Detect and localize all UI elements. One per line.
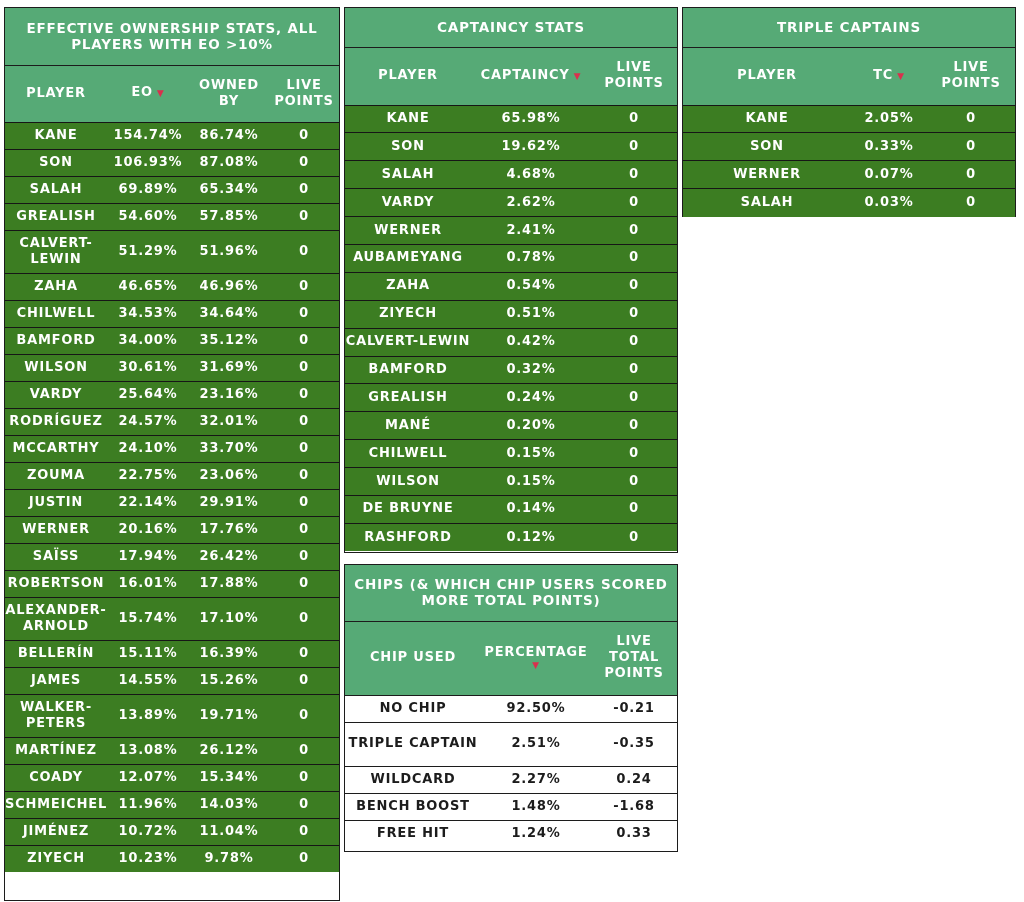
- eo-cell: 34.00%: [107, 327, 189, 354]
- table-row: [5, 176, 339, 203]
- player-cell: WERNER: [683, 161, 851, 189]
- live-points-cell: 0: [591, 161, 677, 189]
- owned-by-cell: 65.34%: [189, 176, 269, 203]
- table-row: [5, 694, 339, 737]
- table-row: [5, 203, 339, 230]
- table-row: [345, 695, 677, 722]
- chip-cell: BENCH BOOST: [345, 793, 481, 820]
- player-cell: SAÏSS: [5, 543, 107, 570]
- player-cell: BAMFORD: [5, 327, 107, 354]
- live-total-points-cell: -0.21: [591, 695, 677, 722]
- percentage-cell: 2.27%: [481, 766, 591, 793]
- eo-col-live-points[interactable]: LIVE POINTS: [269, 66, 339, 122]
- triple-panel: [682, 7, 1016, 217]
- live-points-cell: 0: [591, 105, 677, 133]
- owned-by-cell: 51.96%: [189, 230, 269, 273]
- owned-by-cell: 11.04%: [189, 818, 269, 845]
- table-row: [345, 468, 677, 496]
- percentage-cell: 1.48%: [481, 793, 591, 820]
- sort-down-icon: ▼: [532, 661, 540, 672]
- eo-cell: 15.74%: [107, 597, 189, 640]
- table-row: [683, 161, 1015, 189]
- player-cell: ZAHA: [345, 272, 471, 300]
- player-cell: ROBERTSON: [5, 570, 107, 597]
- owned-by-cell: 19.71%: [189, 694, 269, 737]
- live-points-cell: 0: [269, 543, 339, 570]
- captaincy-rows: [345, 105, 677, 551]
- eo-cell: 106.93%: [107, 149, 189, 176]
- live-total-points-cell: -0.35: [591, 722, 677, 766]
- eo-title: EFFECTIVE OWNERSHIP STATS, ALL PLAYERS WITH EO >10%: [5, 8, 339, 66]
- table-row: [345, 328, 677, 356]
- eo-cell: 13.89%: [107, 694, 189, 737]
- chips-col-percentage-label: PERCENTAGE: [484, 645, 588, 661]
- table-row: [345, 523, 677, 551]
- live-points-cell: 0: [269, 818, 339, 845]
- live-points-cell: 0: [269, 764, 339, 791]
- chip-cell: FREE HIT: [345, 820, 481, 847]
- captaincy-cell: 0.32%: [471, 356, 591, 384]
- table-row: [5, 230, 339, 273]
- live-points-cell: 0: [927, 105, 1015, 133]
- player-cell: CHILWELL: [5, 300, 107, 327]
- eo-cell: 51.29%: [107, 230, 189, 273]
- cap-col-live-points[interactable]: LIVE POINTS: [591, 48, 677, 105]
- live-points-cell: 0: [591, 440, 677, 468]
- table-row: [5, 516, 339, 543]
- player-cell: CHILWELL: [345, 440, 471, 468]
- eo-cell: 24.10%: [107, 435, 189, 462]
- owned-by-cell: 26.12%: [189, 737, 269, 764]
- table-row: [345, 189, 677, 217]
- owned-by-cell: 15.34%: [189, 764, 269, 791]
- table-row: [5, 381, 339, 408]
- live-points-cell: 0: [269, 462, 339, 489]
- captaincy-cell: 0.12%: [471, 523, 591, 551]
- owned-by-cell: 86.74%: [189, 122, 269, 149]
- live-points-cell: 0: [591, 189, 677, 217]
- owned-by-cell: 14.03%: [189, 791, 269, 818]
- table-row: [5, 597, 339, 640]
- table-row: [5, 737, 339, 764]
- owned-by-cell: 34.64%: [189, 300, 269, 327]
- eo-rows: [5, 122, 339, 872]
- table-row: [345, 722, 677, 766]
- player-cell: BELLERÍN: [5, 640, 107, 667]
- table-row: [5, 845, 339, 872]
- percentage-cell: 92.50%: [481, 695, 591, 722]
- live-points-cell: 0: [269, 408, 339, 435]
- eo-cell: 25.64%: [107, 381, 189, 408]
- eo-cell: 16.01%: [107, 570, 189, 597]
- owned-by-cell: 15.26%: [189, 667, 269, 694]
- table-row: [5, 489, 339, 516]
- captaincy-cell: 0.15%: [471, 468, 591, 496]
- player-cell: SON: [345, 133, 471, 161]
- player-cell: SON: [5, 149, 107, 176]
- eo-cell: 12.07%: [107, 764, 189, 791]
- live-points-cell: 0: [591, 523, 677, 551]
- percentage-cell: 1.24%: [481, 820, 591, 847]
- table-row: [5, 273, 339, 300]
- live-points-cell: 0: [269, 273, 339, 300]
- eo-col-eo-label: EO: [131, 85, 153, 101]
- eo-panel: [4, 7, 340, 901]
- captaincy-table: [345, 48, 677, 551]
- player-cell: WALKER-PETERS: [5, 694, 107, 737]
- eo-cell: 14.55%: [107, 667, 189, 694]
- captaincy-cell: 0.42%: [471, 328, 591, 356]
- table-row: [5, 327, 339, 354]
- triple-rows: [683, 105, 1015, 217]
- tc-cell: 2.05%: [851, 105, 927, 133]
- tc-col-live-points[interactable]: LIVE POINTS: [927, 48, 1015, 105]
- eo-cell: 15.11%: [107, 640, 189, 667]
- table-row: [345, 495, 677, 523]
- tc-cell: 0.07%: [851, 161, 927, 189]
- live-points-cell: 0: [927, 189, 1015, 217]
- live-points-cell: 0: [269, 300, 339, 327]
- chips-col-percentage[interactable]: [481, 622, 591, 695]
- owned-by-cell: 87.08%: [189, 149, 269, 176]
- eo-cell: 30.61%: [107, 354, 189, 381]
- owned-by-cell: 46.96%: [189, 273, 269, 300]
- eo-cell: 34.53%: [107, 300, 189, 327]
- table-row: [345, 766, 677, 793]
- captaincy-cell: 0.20%: [471, 412, 591, 440]
- sort-down-icon: ▼: [573, 71, 582, 82]
- player-cell: GREALISH: [5, 203, 107, 230]
- player-cell: SCHMEICHEL: [5, 791, 107, 818]
- live-points-cell: 0: [269, 597, 339, 640]
- eo-cell: 22.75%: [107, 462, 189, 489]
- table-row: [345, 384, 677, 412]
- eo-col-owned-by[interactable]: OWNED BY: [189, 66, 269, 122]
- table-row: [345, 133, 677, 161]
- captaincy-title: CAPTAINCY STATS: [345, 8, 677, 48]
- player-cell: RASHFORD: [345, 523, 471, 551]
- live-points-cell: 0: [269, 327, 339, 354]
- player-cell: ZIYECH: [5, 845, 107, 872]
- owned-by-cell: 17.76%: [189, 516, 269, 543]
- table-row: [5, 122, 339, 149]
- table-row: [345, 820, 677, 847]
- chips-title: CHIPS (& WHICH CHIP USERS SCORED MORE TOTAL POINTS): [345, 565, 677, 622]
- tc-col-tc[interactable]: [851, 48, 927, 105]
- cap-col-player[interactable]: PLAYER: [345, 48, 471, 105]
- captaincy-cell: 0.78%: [471, 244, 591, 272]
- live-points-cell: 0: [269, 791, 339, 818]
- owned-by-cell: 9.78%: [189, 845, 269, 872]
- eo-cell: 20.16%: [107, 516, 189, 543]
- table-row: [683, 105, 1015, 133]
- chips-rows: [345, 695, 677, 847]
- player-cell: KANE: [345, 105, 471, 133]
- live-points-cell: 0: [269, 149, 339, 176]
- live-total-points-cell: -1.68: [591, 793, 677, 820]
- eo-cell: 24.57%: [107, 408, 189, 435]
- live-points-cell: 0: [591, 217, 677, 245]
- captaincy-cell: 0.15%: [471, 440, 591, 468]
- captaincy-cell: 0.14%: [471, 495, 591, 523]
- eo-cell: 13.08%: [107, 737, 189, 764]
- eo-cell: 17.94%: [107, 543, 189, 570]
- captaincy-panel: [344, 7, 678, 553]
- table-row: [345, 272, 677, 300]
- table-row: [345, 244, 677, 272]
- table-row: [5, 543, 339, 570]
- table-row: [5, 570, 339, 597]
- owned-by-cell: 16.39%: [189, 640, 269, 667]
- chip-cell: NO CHIP: [345, 695, 481, 722]
- table-row: [5, 300, 339, 327]
- live-points-cell: 0: [927, 161, 1015, 189]
- table-row: [683, 133, 1015, 161]
- eo-cell: 11.96%: [107, 791, 189, 818]
- live-points-cell: 0: [591, 412, 677, 440]
- live-points-cell: 0: [591, 384, 677, 412]
- chips-col-chip[interactable]: CHIP USED: [345, 622, 481, 695]
- captaincy-cell: 2.62%: [471, 189, 591, 217]
- player-cell: ALEXANDER-ARNOLD: [5, 597, 107, 640]
- player-cell: ZAHA: [5, 273, 107, 300]
- player-cell: JUSTIN: [5, 489, 107, 516]
- table-row: [5, 764, 339, 791]
- live-points-cell: 0: [591, 356, 677, 384]
- live-points-cell: 0: [269, 354, 339, 381]
- cap-col-captaincy-label: CAPTAINCY: [480, 67, 570, 83]
- captaincy-cell: 19.62%: [471, 133, 591, 161]
- chips-col-live-total[interactable]: LIVE TOTAL POINTS: [591, 622, 677, 695]
- owned-by-cell: 35.12%: [189, 327, 269, 354]
- table-row: [345, 793, 677, 820]
- captaincy-cell: 2.41%: [471, 217, 591, 245]
- player-cell: ZOUMA: [5, 462, 107, 489]
- tc-cell: 0.03%: [851, 189, 927, 217]
- table-row: [5, 408, 339, 435]
- table-row: [345, 356, 677, 384]
- sort-down-icon: ▼: [897, 71, 905, 82]
- player-cell: KANE: [5, 122, 107, 149]
- player-cell: WILSON: [345, 468, 471, 496]
- eo-cell: 46.65%: [107, 273, 189, 300]
- eo-cell: 54.60%: [107, 203, 189, 230]
- live-points-cell: 0: [269, 381, 339, 408]
- table-row: [5, 149, 339, 176]
- captaincy-cell: 0.24%: [471, 384, 591, 412]
- player-cell: DE BRUYNE: [345, 495, 471, 523]
- player-cell: VARDY: [5, 381, 107, 408]
- live-points-cell: 0: [269, 845, 339, 872]
- player-cell: WERNER: [345, 217, 471, 245]
- player-cell: SALAH: [345, 161, 471, 189]
- live-points-cell: 0: [269, 176, 339, 203]
- live-points-cell: 0: [591, 468, 677, 496]
- triple-title: TRIPLE CAPTAINS: [683, 8, 1015, 48]
- owned-by-cell: 57.85%: [189, 203, 269, 230]
- live-points-cell: 0: [269, 122, 339, 149]
- player-cell: GREALISH: [345, 384, 471, 412]
- owned-by-cell: 17.10%: [189, 597, 269, 640]
- player-cell: WERNER: [5, 516, 107, 543]
- player-cell: WILSON: [5, 354, 107, 381]
- captaincy-cell: 4.68%: [471, 161, 591, 189]
- table-row: [5, 667, 339, 694]
- eo-cell: 10.72%: [107, 818, 189, 845]
- table-row: [5, 818, 339, 845]
- live-points-cell: 0: [591, 133, 677, 161]
- eo-col-player[interactable]: PLAYER: [5, 66, 107, 122]
- captaincy-cell: 0.54%: [471, 272, 591, 300]
- live-points-cell: 0: [269, 435, 339, 462]
- player-cell: JAMES: [5, 667, 107, 694]
- owned-by-cell: 17.88%: [189, 570, 269, 597]
- owned-by-cell: 23.16%: [189, 381, 269, 408]
- player-cell: AUBAMEYANG: [345, 244, 471, 272]
- table-row: [5, 462, 339, 489]
- tc-cell: 0.33%: [851, 133, 927, 161]
- live-points-cell: 0: [591, 328, 677, 356]
- player-cell: ZIYECH: [345, 300, 471, 328]
- live-points-cell: 0: [269, 737, 339, 764]
- eo-cell: 22.14%: [107, 489, 189, 516]
- table-row: [683, 189, 1015, 217]
- player-cell: CALVERT-LEWIN: [345, 328, 471, 356]
- table-row: [5, 435, 339, 462]
- live-points-cell: 0: [591, 495, 677, 523]
- player-cell: MARTÍNEZ: [5, 737, 107, 764]
- live-points-cell: 0: [269, 489, 339, 516]
- player-cell: CALVERT-LEWIN: [5, 230, 107, 273]
- player-cell: RODRÍGUEZ: [5, 408, 107, 435]
- table-row: [5, 354, 339, 381]
- percentage-cell: 2.51%: [481, 722, 591, 766]
- owned-by-cell: 33.70%: [189, 435, 269, 462]
- table-row: [5, 791, 339, 818]
- player-cell: MCCARTHY: [5, 435, 107, 462]
- live-points-cell: 0: [269, 640, 339, 667]
- live-points-cell: 0: [269, 516, 339, 543]
- sort-down-icon: ▼: [156, 89, 165, 100]
- table-row: [345, 412, 677, 440]
- live-points-cell: 0: [927, 133, 1015, 161]
- eo-cell: 10.23%: [107, 845, 189, 872]
- live-points-cell: 0: [269, 230, 339, 273]
- table-row: [345, 217, 677, 245]
- chips-table: [345, 622, 677, 847]
- live-points-cell: 0: [591, 300, 677, 328]
- table-row: [345, 440, 677, 468]
- chip-cell: TRIPLE CAPTAIN: [345, 722, 481, 766]
- tc-col-player[interactable]: PLAYER: [683, 48, 851, 105]
- chip-cell: WILDCARD: [345, 766, 481, 793]
- captaincy-cell: 65.98%: [471, 105, 591, 133]
- owned-by-cell: 26.42%: [189, 543, 269, 570]
- captaincy-cell: 0.51%: [471, 300, 591, 328]
- eo-cell: 69.89%: [107, 176, 189, 203]
- live-points-cell: 0: [269, 570, 339, 597]
- table-row: [345, 161, 677, 189]
- live-points-cell: 0: [269, 203, 339, 230]
- player-cell: SALAH: [5, 176, 107, 203]
- table-row: [345, 105, 677, 133]
- tc-col-tc-label: TC: [873, 67, 894, 83]
- player-cell: MANÉ: [345, 412, 471, 440]
- player-cell: KANE: [683, 105, 851, 133]
- live-total-points-cell: 0.24: [591, 766, 677, 793]
- player-cell: JIMÉNEZ: [5, 818, 107, 845]
- live-points-cell: 0: [269, 694, 339, 737]
- owned-by-cell: 29.91%: [189, 489, 269, 516]
- live-points-cell: 0: [269, 667, 339, 694]
- owned-by-cell: 23.06%: [189, 462, 269, 489]
- eo-cell: 154.74%: [107, 122, 189, 149]
- player-cell: VARDY: [345, 189, 471, 217]
- cap-col-captaincy[interactable]: [471, 48, 591, 105]
- player-cell: BAMFORD: [345, 356, 471, 384]
- triple-table: [683, 48, 1015, 217]
- player-cell: SALAH: [683, 189, 851, 217]
- owned-by-cell: 32.01%: [189, 408, 269, 435]
- table-row: [345, 300, 677, 328]
- owned-by-cell: 31.69%: [189, 354, 269, 381]
- live-points-cell: 0: [591, 272, 677, 300]
- chips-panel: [344, 564, 678, 852]
- player-cell: COADY: [5, 764, 107, 791]
- table-row: [5, 640, 339, 667]
- live-points-cell: 0: [591, 244, 677, 272]
- player-cell: SON: [683, 133, 851, 161]
- eo-col-eo[interactable]: [107, 66, 189, 122]
- live-total-points-cell: 0.33: [591, 820, 677, 847]
- eo-table: [5, 66, 339, 872]
